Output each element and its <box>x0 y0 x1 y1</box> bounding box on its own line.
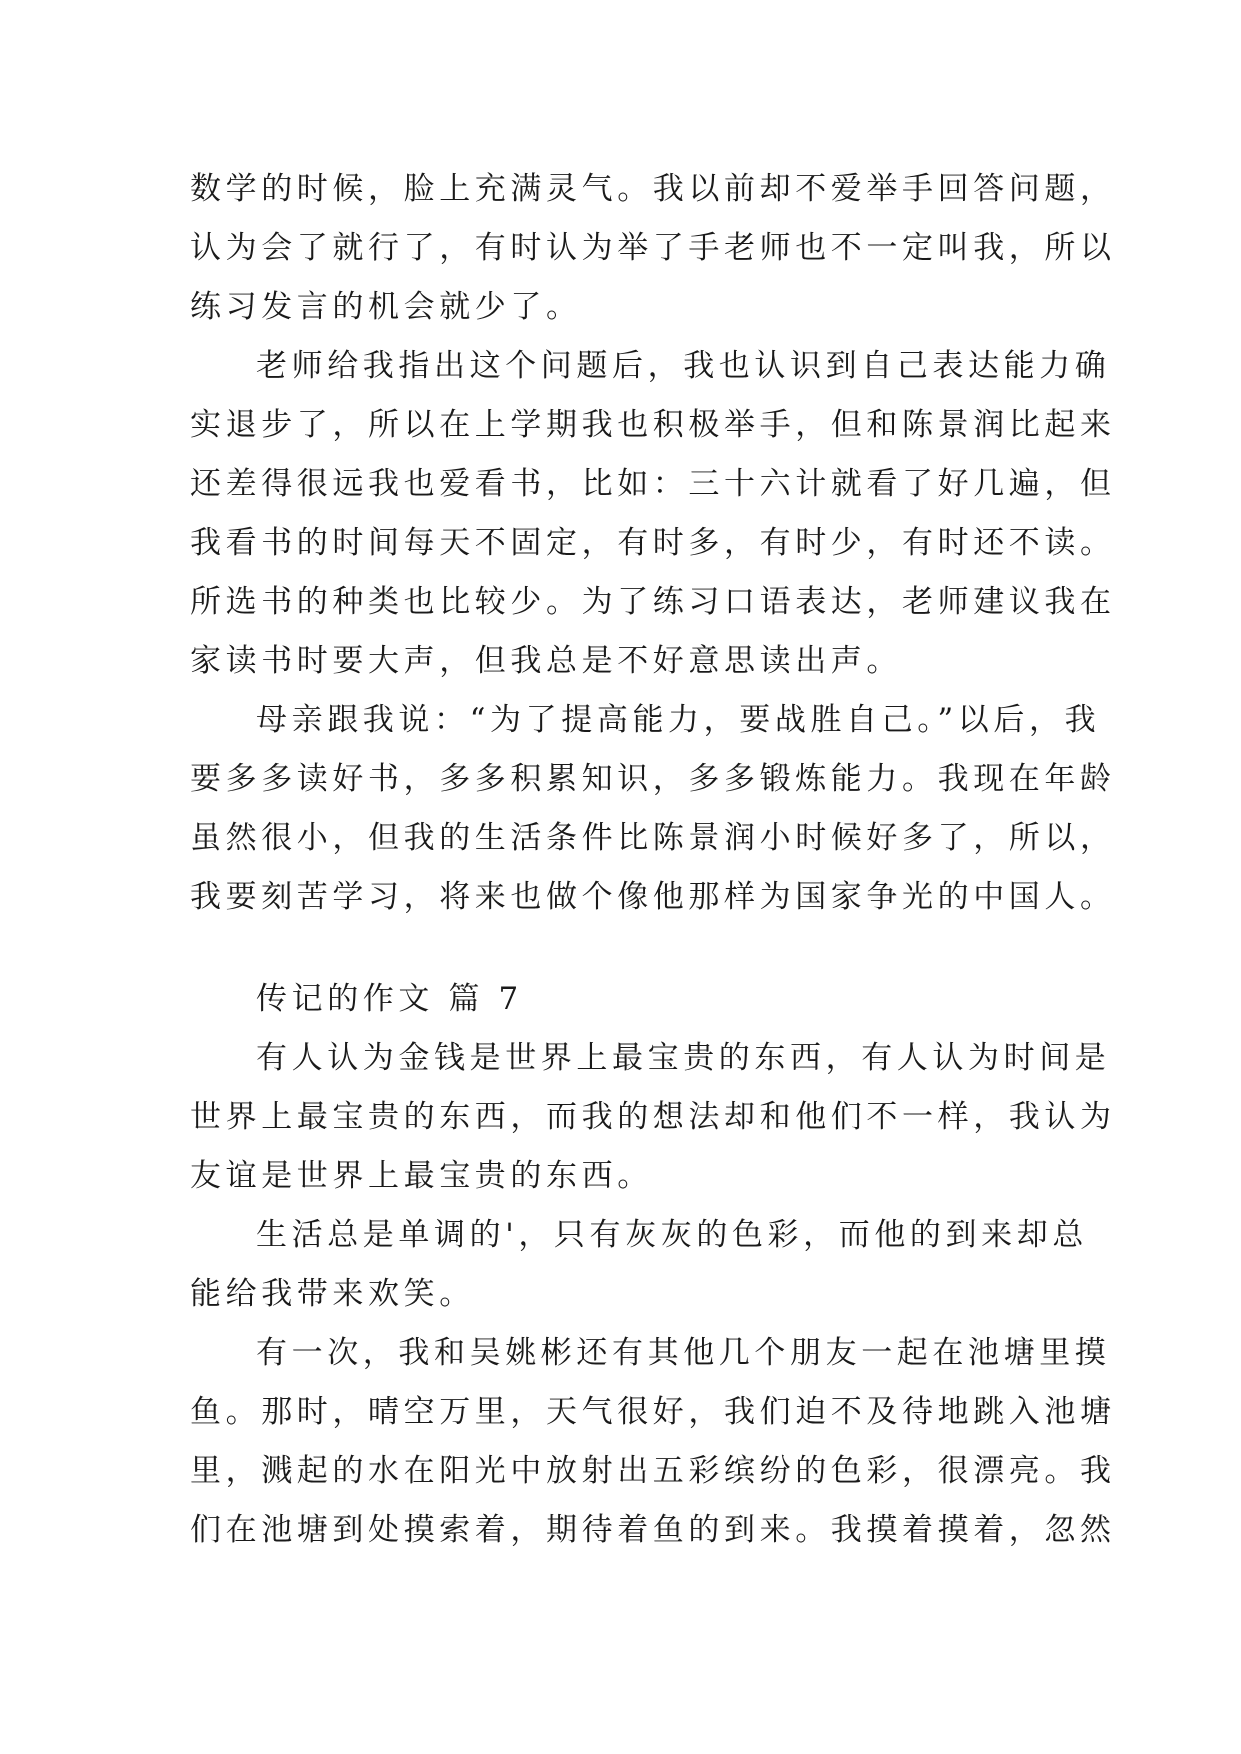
text-line: 实退步了，所以在上学期我也积极举手，但和陈景润比起来 <box>190 407 1116 443</box>
text-line: 有人认为金钱是世界上最宝贵的东西，有人认为时间是 <box>256 1040 1111 1076</box>
text-line: 老师给我指出这个问题后，我也认识到自己表达能力确 <box>256 348 1111 384</box>
text-line: 要多多读好书，多多积累知识，多多锻炼能力。我现在年龄 <box>190 761 1116 797</box>
text-line: 我看书的时间每天不固定，有时多，有时少，有时还不读。 <box>190 525 1116 561</box>
text-line: 有一次，我和吴姚彬还有其他几个朋友一起在池塘里摸 <box>256 1335 1111 1371</box>
text-line: 所选书的种类也比较少。为了练习口语表达，老师建议我在 <box>190 584 1116 620</box>
text-line: 生活总是单调的'，只有灰灰的色彩，而他的到来却总 <box>256 1217 1088 1253</box>
text-line: 数学的时候，脸上充满灵气。我以前却不爱举手回答问题， <box>190 171 1116 207</box>
text-line: 能给我带来欢笑。 <box>190 1276 475 1312</box>
section-heading: 传记的作文 篇 7 <box>256 981 523 1017</box>
text-line: 认为会了就行了，有时认为举了手老师也不一定叫我，所以 <box>190 230 1116 266</box>
text-line: 虽然很小，但我的生活条件比陈景润小时候好多了，所以， <box>190 820 1116 856</box>
text-line: 我要刻苦学习，将来也做个像他那样为国家争光的中国人。 <box>190 879 1116 915</box>
text-line: 世界上最宝贵的东西，而我的想法却和他们不一样，我认为 <box>190 1099 1116 1135</box>
text-line: 们在池塘到处摸索着，期待着鱼的到来。我摸着摸着，忽然 <box>190 1512 1116 1548</box>
text-line: 里，溅起的水在阳光中放射出五彩缤纷的色彩，很漂亮。我 <box>190 1453 1116 1489</box>
text-line: 还差得很远我也爱看书，比如：三十六计就看了好几遍，但 <box>190 466 1116 502</box>
text-line: 家读书时要大声，但我总是不好意思读出声。 <box>190 643 902 679</box>
text-line: 母亲跟我说：“为了提高能力，要战胜自己。”以后，我 <box>256 702 1101 738</box>
text-line: 鱼。那时，晴空万里，天气很好，我们迫不及待地跳入池塘 <box>190 1394 1116 1430</box>
text-line: 练习发言的机会就少了。 <box>190 289 582 325</box>
text-line: 友谊是世界上最宝贵的东西。 <box>190 1158 653 1194</box>
